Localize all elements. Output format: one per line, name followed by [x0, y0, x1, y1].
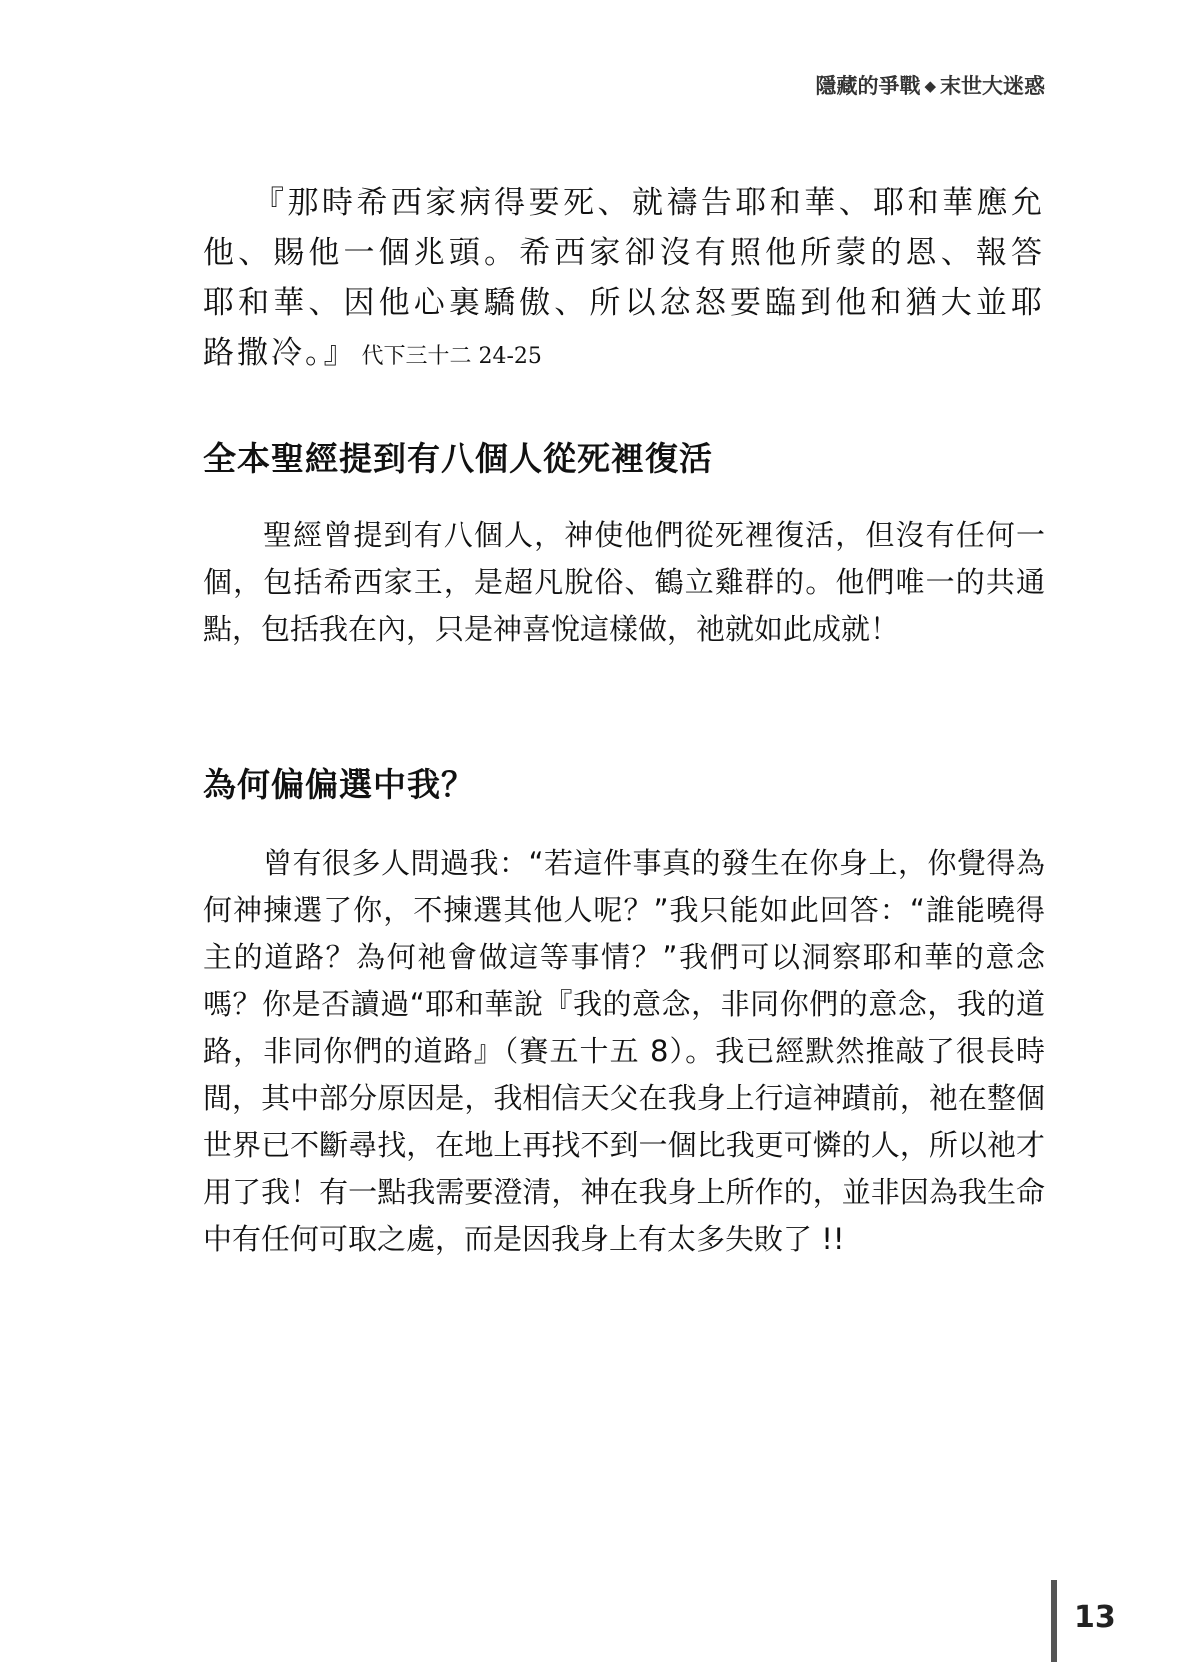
section-paragraph: 聖經曾提到有八個人，神使他們從死裡復活，但沒有任何一個，包括希西家王，是超凡脫俗、鶴立雞群的。他們唯一的共通點，包括我在內，只是神喜悅這樣做，祂就如此成就！	[203, 518, 1045, 646]
scripture-quote	[203, 178, 1045, 382]
section-heading: 為何偏偏選中我？	[203, 765, 475, 804]
running-header	[815, 70, 1045, 100]
diamond-separator-icon: ◆	[924, 77, 936, 95]
quote-text: 『那時希西家病得要死、就禱告耶和華、耶和華應允他、賜他一個兆頭。希西家卻沒有照他所蒙的恩、報答耶和華、因他心裏驕傲、所以忿怒要臨到他和猶大並耶路撒冷。』	[203, 185, 1045, 371]
section-heading: 全本聖經提到有八個人從死裡復活	[203, 439, 713, 478]
quote-reference: 代下三十二 24-25	[361, 344, 542, 369]
book-subtitle: 末世大迷惑	[940, 74, 1045, 98]
page-number-divider	[1051, 1580, 1057, 1662]
section-paragraph: 曾有很多人問過我：“若這件事真的發生在你身上，你覺得為何神揀選了你，不揀選其他人呢？”我只能如此回答：“誰能曉得主的道路？為何祂會做這等事情？”我們可以洞察耶和華的意念嗎？你是否讀過“耶和華說『我的意念，非同你們的意念，我的道路，非同你們的道路』（賽五十五 8）。我已經默然推敲了很長時間，其中部分原因是，我相信天父在我身上行這神蹟前，祂在整個世界已不斷尋找，在地上再找不到一個比我更可憐的人，所以祂才用了我！有一點我需要澄清，神在我身上所作的，並非因為我生命中有任何可取之處，而是因我身上有太多失敗了 !!	[203, 846, 1045, 1256]
book-title: 隱藏的爭戰	[815, 74, 921, 98]
page-number: 13	[1074, 1600, 1116, 1635]
